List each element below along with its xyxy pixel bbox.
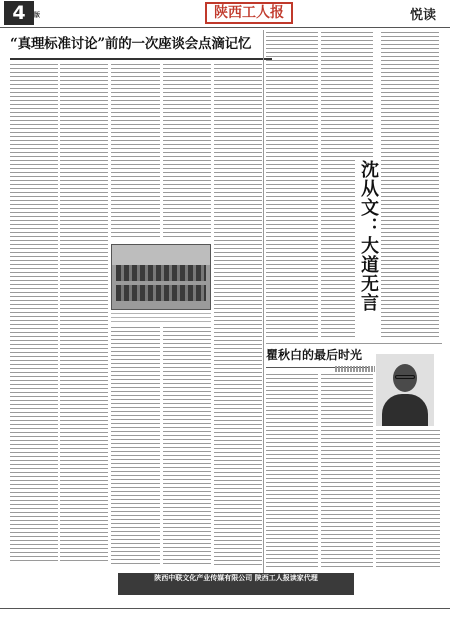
newspaper-masthead: 陕西工人报 (205, 2, 293, 24)
article-column (214, 64, 262, 567)
article-column (321, 374, 373, 570)
main-headline: “真理标准讨论”前的一次座谈会点滴记忆 (10, 36, 252, 52)
section-divider (266, 343, 442, 344)
portrait-photo (376, 354, 434, 426)
article-column (321, 160, 355, 340)
article-column (266, 32, 318, 340)
page-header (0, 0, 450, 28)
article-column (111, 64, 160, 240)
page-number: 4 (4, 1, 34, 25)
article-column (321, 32, 373, 158)
sub-byline (335, 366, 375, 372)
article-column (381, 32, 439, 158)
column-divider (263, 30, 264, 576)
article-column (60, 64, 108, 564)
section-name: 悦读 (409, 8, 436, 23)
article-column (163, 64, 211, 240)
article-column (111, 327, 160, 567)
article-column (10, 64, 58, 564)
ad-line-1: 陕西中联文化产业传媒有限公司 陕西工人报读家代理 (154, 574, 318, 582)
vertical-headline: 沈从文：大道无言 (358, 160, 379, 312)
photo-caption (111, 313, 211, 323)
meeting-photo (111, 244, 211, 310)
ad-banner (118, 573, 354, 595)
sub-headline: 瞿秋白的最后时光 (266, 348, 363, 362)
page-footer (0, 608, 450, 622)
headline-rule (10, 58, 272, 60)
article-column (381, 160, 439, 340)
article-column (266, 374, 318, 570)
page-unit-label: 版 (34, 12, 41, 19)
article-column (163, 327, 211, 567)
article-column (376, 430, 440, 570)
